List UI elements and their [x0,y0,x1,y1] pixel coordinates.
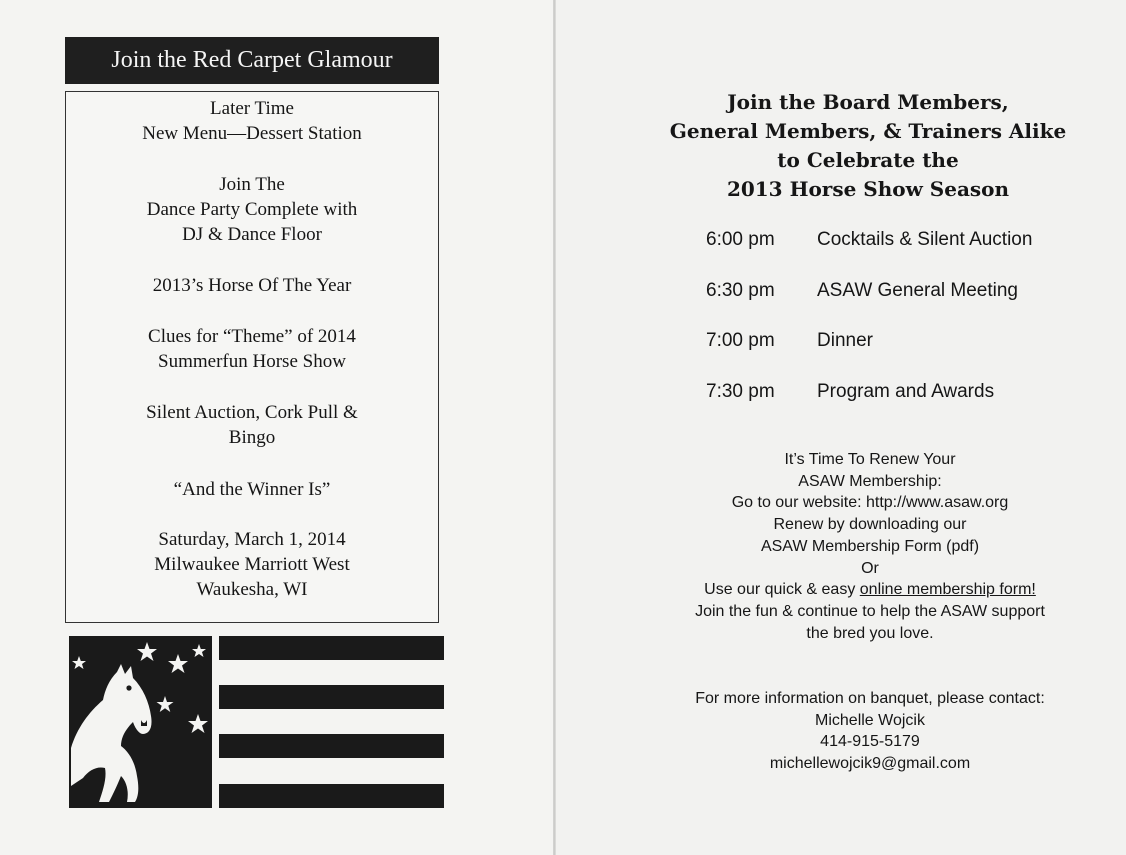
contact-phone: 414-915-5179 [820,733,920,751]
renew-line: Renew by downloading our [773,516,967,534]
schedule-event: ASAW General Meeting [817,280,1018,301]
highlight-theme-clues [66,324,438,374]
contact-email: michellewojcik9@gmail.com [769,755,971,773]
website-line: Go to our website: http://www.asaw.org [731,494,1009,512]
renew-line: Or [861,559,879,577]
highlight-horse-of-year [66,273,438,298]
schedule-event: Program and Awards [817,381,995,402]
schedule-event: Dinner [817,330,873,351]
renew-line: It’s Time To Renew Your [784,451,956,468]
event-date: Saturday, March 1, 2014 [158,529,346,550]
highlight-line: Silent Auction, Cork Pull & [146,402,358,423]
highlight-dance-party [66,172,438,247]
online-form-prefix: Use our quick & easy [704,581,860,599]
highlight-line: 2013’s Horse Of The Year [152,275,352,296]
schedule-event: Cocktails & Silent Auction [817,229,1033,250]
highlight-silent-auction [66,400,438,450]
highlight-line: DJ & Dance Floor [182,224,322,245]
highlight-line: Later Time [210,98,294,119]
renew-line: ASAW Membership: [798,472,942,490]
schedule-time: 7:30 pm [706,381,775,402]
highlight-line: Summerfun Horse Show [158,351,346,372]
online-membership-form-link[interactable]: online membership form! [859,581,1036,599]
event-highlights-box [65,91,439,623]
headline-line: General Members, & Trainers Alike [669,119,1067,143]
headline-line: 2013 Horse Show Season [726,177,1010,201]
highlight-line: “And the Winner Is” [173,479,331,500]
online-form-line [640,579,1100,601]
banner-title: Join the Red Carpet Glamour [65,37,439,84]
schedule-time: 6:30 pm [706,280,775,301]
headline-line: Join the Board Members, [727,90,1009,114]
membership-form-pdf: ASAW Membership Form (pdf) [760,537,980,555]
page-fold [553,0,556,855]
contact-intro: For more information on banquet, please contact: [695,690,1045,707]
highlight-later-time [66,96,438,146]
contact-name: Michelle Wojcik [815,711,925,729]
highlight-winner [66,477,438,502]
highlight-line: Bingo [228,427,276,448]
highlight-line: Join The [219,174,285,195]
schedule-time: 7:00 pm [706,330,775,351]
highlight-line: Dance Party Complete with [146,199,358,220]
event-city: Waukesha, WI [196,579,308,600]
event-date-location [66,527,438,602]
event-venue: Milwaukee Marriott West [154,554,350,575]
horse-flag-logo-icon [69,636,444,808]
highlight-line: Clues for “Theme” of 2014 [148,326,356,347]
contact-info [640,688,1100,775]
headline-line: to Celebrate the [777,148,959,172]
schedule-time: 6:00 pm [706,229,775,250]
membership-renewal [640,449,1100,644]
highlight-line: New Menu—Dessert Station [142,123,362,144]
renew-line: the bred you love. [806,624,934,642]
invitation-headline [600,88,1126,204]
renew-line: Join the fun & continue to help the ASAW support [695,602,1045,620]
